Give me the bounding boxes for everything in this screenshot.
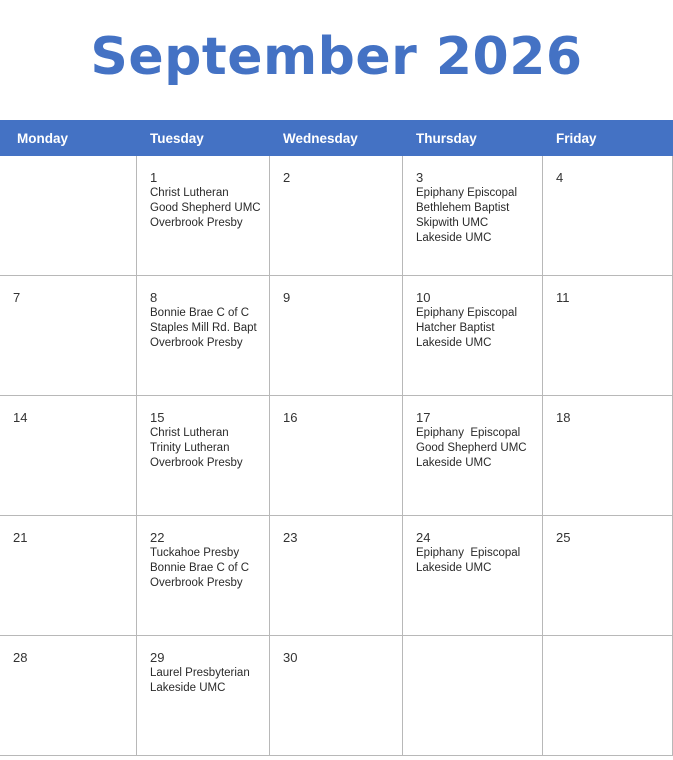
event-entry: Overbrook Presby [150, 577, 243, 589]
event-entry: Good Shepherd UMC [150, 202, 261, 214]
event-entry: Tuckahoe Presby [150, 547, 240, 559]
event-entry: Trinity Lutheran [150, 442, 230, 454]
day-number: 1 [150, 170, 158, 185]
day-cell[interactable] [543, 276, 673, 396]
day-cell[interactable] [270, 396, 403, 516]
day-number: 3 [416, 170, 424, 185]
event-list [150, 666, 269, 696]
day-number: 30 [283, 650, 298, 665]
weekday-header-monday: Monday [17, 131, 69, 146]
weekday-header-wednesday: Wednesday [283, 131, 358, 146]
event-entry: Staples Mill Rd. Bapt [150, 322, 257, 334]
day-number: 29 [150, 650, 165, 665]
week-row [0, 276, 673, 396]
event-entry: Christ Lutheran [150, 427, 229, 439]
event-entry: Epiphany Episcopal [416, 547, 521, 559]
event-entry: Laurel Presbyterian [150, 667, 250, 679]
day-cell[interactable] [137, 516, 270, 636]
event-entry: Bonnie Brae C of C [150, 307, 250, 319]
event-entry: Good Shepherd UMC [416, 442, 527, 454]
day-number: 16 [283, 410, 298, 425]
day-cell[interactable] [403, 396, 543, 516]
event-entry: Overbrook Presby [150, 217, 243, 229]
day-cell[interactable] [137, 276, 270, 396]
week-row [0, 396, 673, 516]
event-entry: Epiphany Episcopal [416, 187, 518, 199]
day-number: 11 [556, 290, 570, 305]
day-cell[interactable] [270, 516, 403, 636]
event-entry: Epiphany Episcopal [416, 307, 518, 319]
event-entry: Lakeside UMC [150, 682, 226, 694]
event-entry: Lakeside UMC [416, 337, 492, 349]
event-entry: Bonnie Brae C of C [150, 562, 250, 574]
day-cell[interactable] [137, 156, 270, 276]
day-cell[interactable] [270, 156, 403, 276]
day-cell[interactable] [137, 636, 270, 756]
day-cell[interactable] [0, 396, 137, 516]
week-row [0, 156, 673, 276]
week-row [0, 636, 673, 756]
page-title: September 2026 [90, 27, 583, 87]
day-number: 18 [556, 410, 571, 425]
day-cell[interactable] [543, 516, 673, 636]
weekday-header-thursday: Thursday [416, 131, 477, 146]
weekday-header-friday: Friday [556, 131, 597, 146]
day-cell[interactable] [403, 636, 543, 756]
day-cell[interactable] [403, 276, 543, 396]
day-number: 25 [556, 530, 571, 545]
event-entry: Skipwith UMC [416, 217, 489, 229]
event-list [150, 306, 269, 351]
event-list [150, 546, 269, 591]
day-number: 17 [416, 410, 431, 425]
weekday-header-tuesday: Tuesday [150, 131, 204, 146]
week-row [0, 516, 673, 636]
event-list [150, 426, 269, 471]
day-number: 2 [283, 170, 291, 185]
event-entry: Hatcher Baptist [416, 322, 495, 334]
event-entry: Christ Lutheran [150, 187, 229, 199]
day-number: 10 [416, 290, 431, 305]
day-cell[interactable] [270, 636, 403, 756]
day-number: 24 [416, 530, 431, 545]
day-number: 8 [150, 290, 158, 305]
day-cell[interactable] [0, 636, 137, 756]
event-entry: Bethlehem Baptist [416, 202, 510, 214]
day-cell[interactable] [403, 156, 543, 276]
event-entry: Lakeside UMC [416, 457, 492, 469]
day-number: 28 [13, 650, 28, 665]
event-entry: Overbrook Presby [150, 337, 243, 349]
day-number: 15 [150, 410, 165, 425]
event-list [416, 546, 542, 576]
day-cell[interactable] [0, 156, 137, 276]
weekday-header-row [0, 120, 673, 156]
day-number: 22 [150, 530, 165, 545]
event-list [416, 306, 542, 351]
event-list [416, 426, 542, 471]
day-cell[interactable] [543, 396, 673, 516]
event-entry: Lakeside UMC [416, 232, 492, 244]
event-list [416, 186, 542, 246]
day-number [416, 650, 542, 666]
day-cell[interactable] [0, 516, 137, 636]
day-cell[interactable] [0, 276, 137, 396]
day-number [13, 170, 136, 186]
day-number: 4 [556, 170, 564, 185]
event-entry: Overbrook Presby [150, 457, 243, 469]
event-entry: Epiphany Episcopal [416, 427, 521, 439]
day-cell[interactable] [543, 636, 673, 756]
day-cell[interactable] [270, 276, 403, 396]
day-number [556, 650, 672, 666]
day-cell[interactable] [543, 156, 673, 276]
day-cell[interactable] [137, 396, 270, 516]
event-entry: Lakeside UMC [416, 562, 492, 574]
day-number: 14 [13, 410, 28, 425]
day-number: 23 [283, 530, 298, 545]
event-list [150, 186, 269, 231]
day-number: 7 [13, 290, 21, 305]
day-number: 21 [13, 530, 28, 545]
day-cell[interactable] [403, 516, 543, 636]
day-number: 9 [283, 290, 291, 305]
